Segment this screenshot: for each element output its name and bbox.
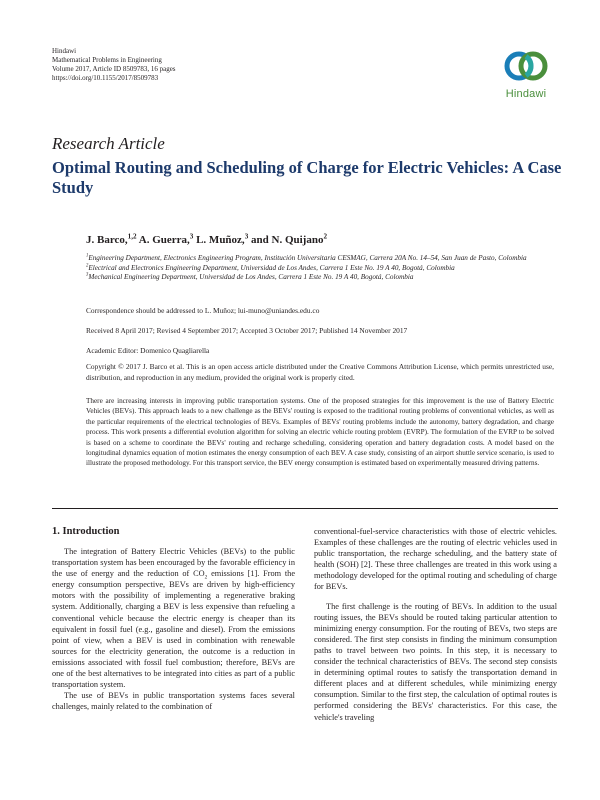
author-affil-marker: 3 bbox=[244, 232, 249, 241]
hindawi-rings-icon bbox=[502, 46, 550, 86]
doi-link[interactable]: https://doi.org/10.1155/2017/8509783 bbox=[52, 74, 159, 82]
paragraph: conventional-fuel-service characteristics with those of electric vehicles. Examples of these challenges are the routing of electric vehicles used in public transportation, the recharge scheduling, and the battery state of health (SOH) [2]. These three challenges are treated in this work using a methodology developed for the optimal routing and scheduling of charge for BEVs. bbox=[314, 527, 557, 592]
academic-editor: Academic Editor: Domenico Quagliarella bbox=[86, 346, 210, 355]
body-column-right bbox=[314, 526, 557, 723]
author-affil-marker: 1,2 bbox=[127, 232, 137, 241]
author-name: J. Barco, bbox=[86, 234, 128, 246]
paragraph: The use of BEVs in public transportation systems faces several challenges, mainly related to the combination of bbox=[52, 691, 295, 712]
author-list bbox=[86, 234, 327, 246]
dates-line: Received 8 April 2017; Revised 4 September 2017; Accepted 3 October 2017; Published 14 November 2017 bbox=[86, 326, 408, 335]
author-name: L. Muñoz, bbox=[196, 234, 245, 246]
affiliation: $^1$Engineering Department, Electronics Engineering Program, Institución Universitaria CESMAG, Carrera 20A No. 14–54, San Juan de Pasto, Colombia bbox=[86, 253, 527, 262]
hindawi-logo bbox=[498, 46, 554, 106]
logo-wordmark: Hindawi bbox=[505, 88, 547, 100]
author-affil-marker: 3 bbox=[189, 232, 194, 241]
section-heading: 1. Introduction bbox=[52, 526, 120, 537]
abstract: There are increasing interests in improving public transportation systems. One of the proposed strategies for this improvement is the use of Battery Electric Vehicles (BEVs). This approach leads to a new challenge as the BEVs' routing is exposed to the traditional routing problems of conventional vehicles, as well as the particular requirements of the electrical technologies of BEVs. Examples of BEVs' routing problems include the autonomy, battery degradation, and charge process. This work presents a differential evolution algorithm for solving an electric vehicle routing problem (EVRP). The formulation of the EVRP to be solved is based on a scheme to coordinate the BEVs' routing and recharge scheduling, considering operation and battery degradation costs. A model based on the longitudinal dynamics equation of motion estimates the energy consumption of each BEV. A case study, consisting of an airport shuttle service scenario, is used to illustrate the proposed methodology. For this transport service, the BEV energy consumption is estimated based on experimentally measured driving patterns. bbox=[86, 397, 554, 468]
author-name: and N. Quijano bbox=[251, 234, 324, 246]
volume-line: Volume 2017, Article ID 8509783, 16 pages bbox=[52, 65, 176, 73]
affiliations bbox=[86, 254, 556, 283]
affiliation: $^2$Electrical and Electronics Engineering Department, Universidad de Los Andes, Carrera 1 Este No. 19 A 40, Bogotá, Colombia bbox=[86, 263, 455, 272]
paper-title: Optimal Routing and Scheduling of Charge for Electric Vehicles: A Case Study bbox=[52, 158, 562, 197]
article-type: Research Article bbox=[52, 134, 165, 153]
copyright-notice: Copyright © 2017 J. Barco et al. This is an open access article distributed under the Creative Commons Attribution License, which permits unrestricted use, distribution, and reproduction in any medium, provided the original work is properly cited. bbox=[86, 362, 554, 382]
paragraph: The first challenge is the routing of BEVs. In addition to the usual routing issues, the BEVs should be routed taking particular attention to minimizing energy consumption. For the routing of BEVs, two steps are considered. The first step consists in finding the minimum consumption paths to travel between two points. In this step, it is necessary to consider the technical characteristics of BEVs. The second step consists in determining optimal routes to satisfy the transportation demand in different places and at different schedules, while minimizing energy consumption. Similar to the first step, the calculation of optimal routes is performed considering the BEVs' characteristics. For this case, the vehicle's traveling bbox=[314, 601, 557, 722]
journal-info bbox=[52, 47, 176, 83]
paragraph: The integration of Battery Electric Vehicles (BEVs) to the public transportation system has been encouraged by the favorable efficiency in the use of energy and the reduction of $CO_2$ emissions [1]. From the energy consumption perspective, BEVs are driven by high-efficiency motors with the possibility of implementing a regenerative braking system. Additionally, charging a BEV is less expensive than refueling a conventional vehicle because the electric energy is cheaper than its equivalent in fossil fuel (e.g., gasoline and diesel). From the emissions point of view, when a BEV is used in combination with renewable sources for the electricity generation, the outcome is a reduction in emissions associated with fossil fuel combustion; therefore, BEVs are one of the best alternatives to be integrated into cities as part of a public transportation system. bbox=[52, 547, 296, 690]
section-divider bbox=[52, 508, 558, 509]
body-column-left bbox=[52, 546, 295, 712]
author-affil-marker: 2 bbox=[323, 232, 328, 241]
publisher-name: Hindawi bbox=[52, 47, 77, 55]
author-name: A. Guerra, bbox=[138, 234, 190, 246]
journal-name: Mathematical Problems in Engineering bbox=[52, 56, 162, 64]
correspondence: Correspondence should be addressed to L. Muñoz; lui-muno@uniandes.edu.co bbox=[86, 306, 320, 315]
affiliation: $^3$Mechanical Engineering Department, Universidad de Los Andes, Carrera 1 Este No. 19 A 40, Bogotá, Colombia bbox=[86, 272, 414, 282]
